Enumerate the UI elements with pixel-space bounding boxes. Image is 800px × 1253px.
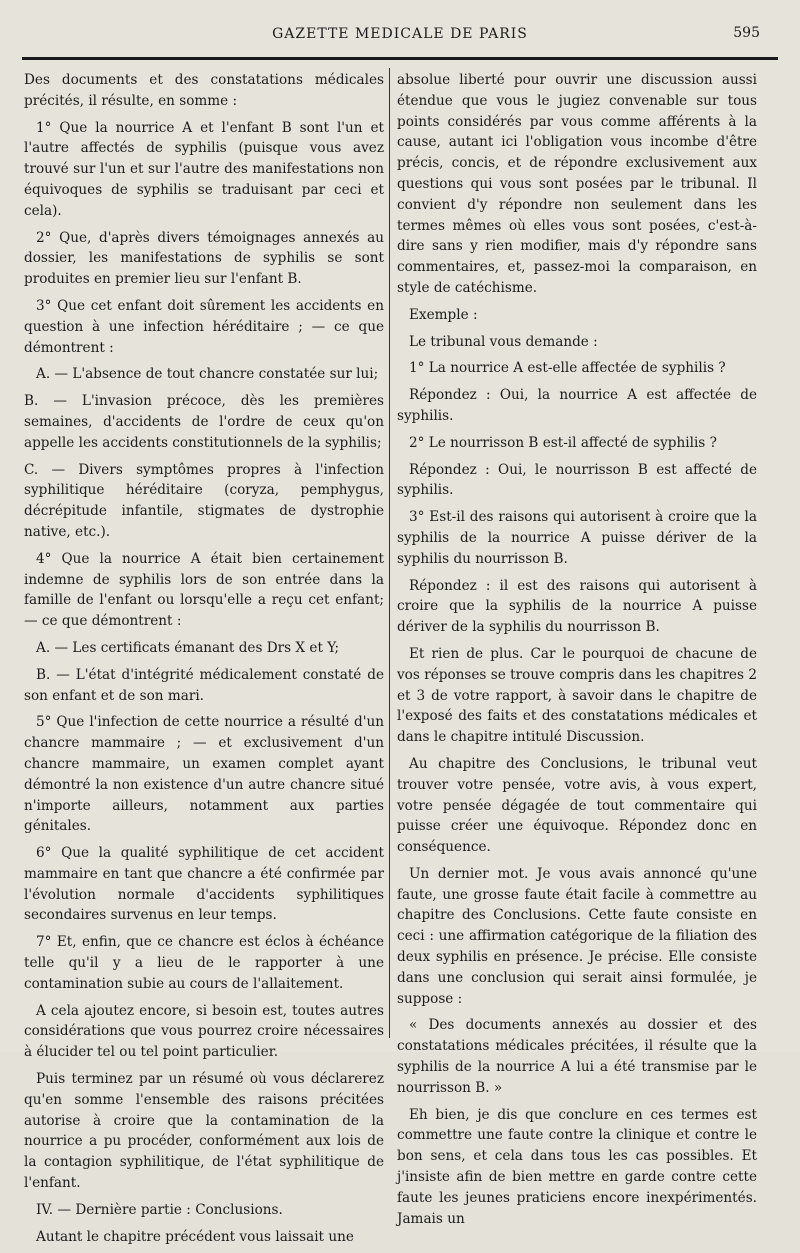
paragraph: Puis terminez par un résumé où vous déclarerez qu'en somme l'ensemble des raisons précitées autorise à croire que la contamination de la nourrice a pu procéder, conformément aux lois de la contagion syphilitique, de l'état syphilitique de l'enfant. [24,1071,384,1192]
page-number: 595 [733,25,760,41]
column-divider [389,68,390,1038]
paragraph: « Des documents annexés au dossier et des constatations médicales précitées, il résulte que la syphilis de la nourrice A lui a été transmise par le nourrisson B. » [397,1017,757,1096]
paragraph: Exemple : [409,306,478,323]
journal-title: GAZETTE MEDICALE DE PARIS [272,26,528,42]
section-heading: IV. — Dernière partie : Conclusions. [36,1201,283,1218]
header-rule [22,57,778,60]
right-column [397,70,757,1235]
paragraph: 2° Que, d'après divers témoignages annexés au dossier, les manifestations de syphilis se sont produites en premier lieu sur l'enfant B. [24,229,384,288]
paragraph: Répondez : Oui, le nourrisson B est affecté de syphilis. [397,461,757,499]
paragraph: A cela ajoutez encore, si besoin est, toutes autres considérations que vous pourrez croire nécessaires à élucider tel ou tel point particulier. [24,1002,384,1061]
paragraph: Le tribunal vous demande : [409,333,598,350]
paragraph: Répondez : il est des raisons qui autorisent à croire que la syphilis de la nourrice A puisse dériver de la syphilis du nourrisson B. [397,577,757,636]
paragraph: 3° Est-il des raisons qui autorisent à croire que la syphilis de la nourrice A puisse dériver de la syphilis du nourrisson B. [397,509,757,567]
left-column [24,70,384,1253]
paragraph: 1° Que la nourrice A et l'enfant B sont l'un et l'autre affectés de syphilis (puisque vous avez trouvé sur l'un et sur l'autre des manifestations non équivoques de syphilis se traduisant par ceci et cela). [24,119,384,219]
paragraph: B. — L'état d'intégrité médicalement constaté de son enfant et de son mari. [24,666,384,704]
paragraph: Eh bien, je dis que conclure en ces termes est commettre une faute contre la clinique et contre le bon sens, et cela dans tous les cas possibles. Et j'insiste afin de bien mettre en garde contre cette faute les jeunes praticiens encore inexpérimentés. Jamais un [397,1106,757,1227]
paragraph: Un dernier mot. Je vous avais annoncé qu'une faute, une grosse faute était facile à commettre au chapitre des Conclusions. Cette faute consiste en ceci : une affirmation catégorique de la filiation des deux syphilis en présence. Je précise. Elle consiste dans une conclusion qui serait ainsi formulée, je suppose : [397,865,757,1007]
paragraph: A. — Les certificats émanant des Drs X et Y; [36,639,340,656]
paragraph: absolue liberté pour ouvrir une discussion aussi étendue que vous le jugiez convenable sur tous points considérés par vous comme afférents à la cause, autant ici l'obligation vous incombe d'être précis, concis, et de répondre exclusivement aux questions qui vous sont posées par le tribunal. Il convient d'y répondre non seulement dans les termes mêmes où elles vous sont posées, c'est-à-dire sans y rien modifier, mais d'y répondre sans commentaires, et, passez-moi la comparaison, en style de catéchisme. [397,72,757,296]
paragraph: Répondez : Oui, la nourrice A est affectée de syphilis. [397,387,757,424]
paragraph: 1° La nourrice A est-elle affectée de syphilis ? [409,360,726,377]
paragraph: Au chapitre des Conclusions, le tribunal veut trouver votre pensée, votre avis, à vous expert, votre pensée dégagée de tout commentaire qui puisse créer une équivoque. Répondez donc en conséquence. [397,755,757,856]
paragraph: 7° Et, enfin, que ce chancre est éclos à échéance telle qu'il y a lieu de le rapporter à une contamination subie au cours de l'allaitement. [24,934,384,992]
page-header [22,22,778,46]
paragraph: C. — Divers symptômes propres à l'infection syphilitique héréditaire (coryza, pemphygus, décrépitude infantile, stigmates de dystrophie native, etc.). [24,461,384,540]
paragraph: 3° Que cet enfant doit sûrement les accidents en question à une infection héréditaire ; — ce que démontrent : [24,297,384,356]
paragraph: 5° Que l'infection de cette nourrice a résulté d'un chancre mammaire ; — et exclusivement d'un chancre mammaire, un examen complet ayant démontré la non existence d'un autre chancre situé n'importe ailleurs, notamment aux parties génitales. [24,714,384,835]
paragraph: 4° Que la nourrice A était bien certainement indemne de syphilis lors de son entrée dans la famille de l'enfant ou lorsqu'elle a reçu cet enfant; — ce que démontrent : [24,550,384,630]
paragraph: A. — L'absence de tout chancre constatée sur lui; [36,366,379,383]
paragraph: Autant le chapitre précédent vous laissait une [36,1228,354,1245]
paragraph: B. — L'invasion précoce, dès les premières semaines, d'accidents de l'ordre de ceux qu'on appelle les accidents constitutionnels de la syphilis; [24,393,384,451]
paragraph: 2° Le nourrisson B est-il affecté de syphilis ? [409,434,717,451]
paragraph: Des documents et des constatations médicales précités, il résulte, en somme : [24,72,384,109]
paragraph: 6° Que la qualité syphilitique de cet accident mammaire en tant que chancre a été confirmée par l'évolution normale d'accidents syphilitiques secondaires survenus en leur temps. [24,845,384,924]
paragraph: Et rien de plus. Car le pourquoi de chacune de vos réponses se trouve compris dans les chapitres 2 et 3 de votre rapport, à savoir dans le chapitre de l'exposé des faits et des constatations médicales et dans le chapitre intitulé Discussion. [397,645,757,746]
